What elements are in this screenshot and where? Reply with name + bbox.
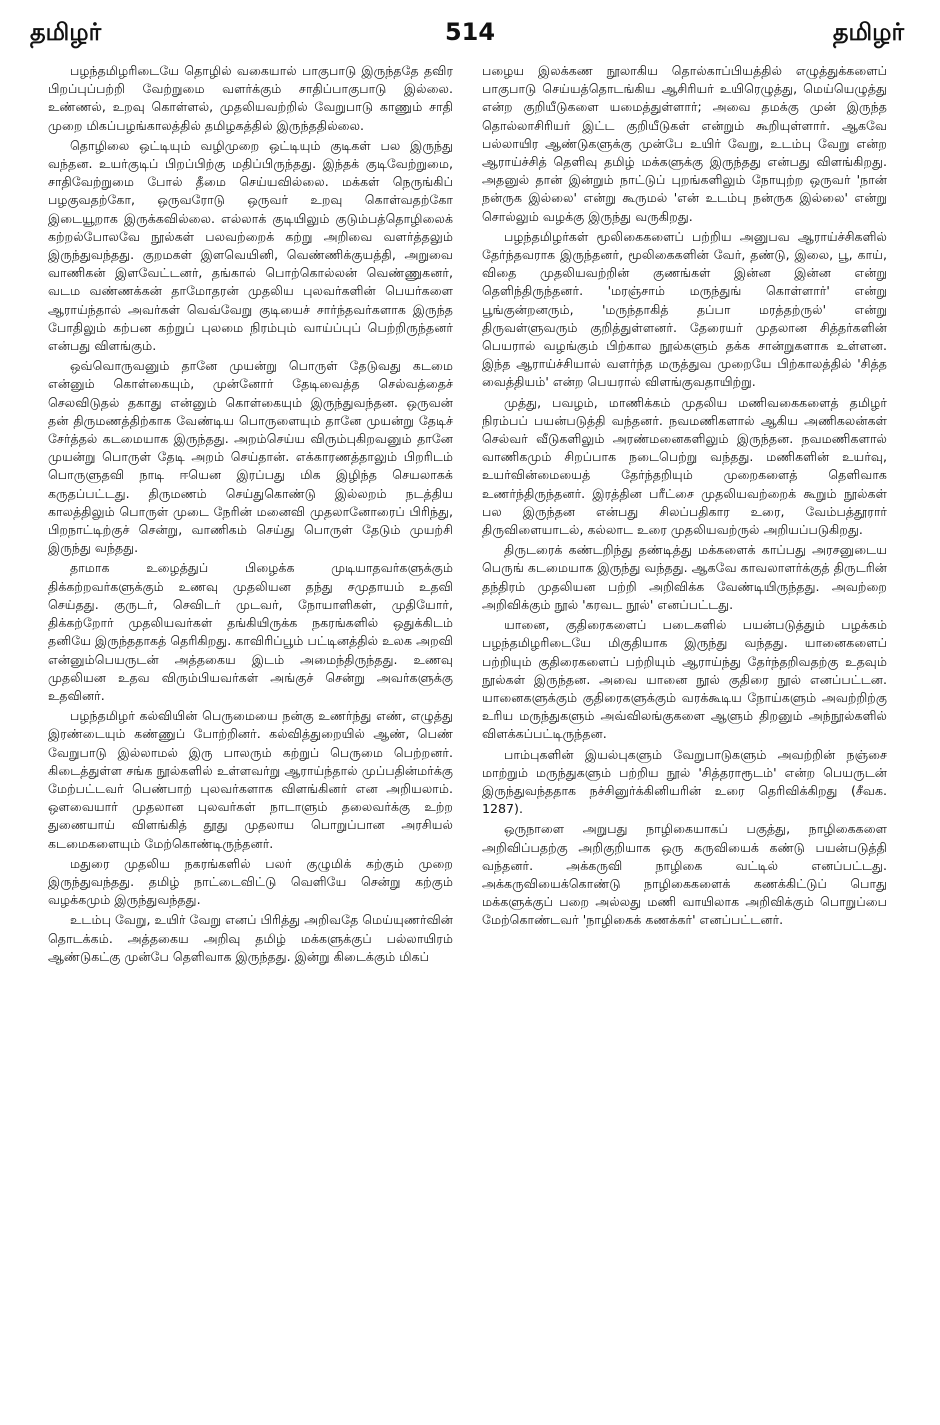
paragraph: மதுரை முதலிய நகரங்களில் பலர் குழுமிக் கற்கும் முறை இருந்துவந்தது. தமிழ் நாட்டைவிட்டு வெளியே சென்று கற்கும் வழக்கமும் இருந்துவந்தது. <box>48 855 453 908</box>
paragraph: பழந்தமிழர்கள் மூலிகைகளைப் பற்றிய அனுபவ ஆராய்ச்சிகளில் தேர்ந்தவராக இருந்தனர், மூலிகைகளின் வேர், தண்டு, இலை, பூ, காய், விதை முதலியவற்றின் குணங்கள் இன்ன இன்ன என்று தெளிந்திருந்தனர். 'மரஞ்சாம் மருந்துங் கொள்ளார்' என்று பூங்குன்றனரும், 'மருந்தாகித் தப்பா மரத்தற்ருல்' என்று திருவள்ளுவரும் குறித்துள்ளனர். தேரையர் முதலான சித்தர்களின் பெயரால் வழங்கும் பிற்கால நூல்களும் தக்க சான்றுகளாக உள்ளன. இந்த ஆராய்ச்சியால் வளர்ந்த மருத்துவ முறையே பிற்காலத்தில் 'சித்த வைத்தியம்' என்ற பெயரால் விளங்குவதாயிற்று. <box>482 228 887 390</box>
paragraph: உடம்பு வேறு, உயிர் வேறு எனப் பிரித்து அறிவதே மெய்யுணர்வின் தொடக்கம். அத்தகைய அறிவு தமிழ் மக்களுக்குப் பல்லாயிரம் ஆண்டுகட்கு முன்பே தெளிவாக இருந்தது. இன்று கிடைக்கும் மிகப் <box>48 912 453 964</box>
paragraph: தொழிலை ஒட்டியும் வழிமுறை ஒட்டியும் குடிகள் பல இருந்து வந்தன. உயர்குடிப் பிறப்பிற்கு மதிப்பிருந்தது. இந்தக் குடிவேற்றுமை, சாதிவேற்றுமை போல் தீமை செய்யவில்லை. மக்கள் நெருங்கிப் பழகுவதற்கோ, ஒருவரோடு ஒருவர் உறவு கொள்வதற்கோ இடையூறாக இருக்கவில்லை. எல்லாக் குடியிலும் குடும்பத்தொழிலைக் கற்றல்போலவே நூல்கள் பலவற்றைக் கற்று அறிவை வளர்த்தலும் இருந்துவந்தது. குறமகள் இளவெயினி, வெண்ணிக்குயத்தி, அறுவை வாணிகன் இளவேட்டனர், தங்கால் பொற்கொல்லன் வெண்ணுகனர், வடம வண்ணக்கன் தாமோதரன் முதலிய புலவர்களின் பெயர்களை ஆராய்ந்தால் அவர்கள் வெவ்வேறு குடியைச் சார்ந்தவர்களாக இருந்த போதிலும் கற்பன கற்றுப் புலமை நிரம்பும் வாய்ப்புப் பெற்றிருந்தனர் என்பது விளங்கும். <box>48 137 453 354</box>
paragraph: பழந்தமிழர் கல்வியின் பெருமையை நன்கு உணர்ந்து எண், எழுத்து இரண்டையும் கண்ணுப் போற்றினர். கல்வித்துறையில் ஆண், பெண் வேறுபாடு இல்லாமல் இரு பாலரும் கற்றுப் பெருமை பெற்றனர். கிடைத்துள்ள சங்க நூல்களில் உள்ளவர்று ஆராய்ந்தால் முப்பதின்மர்க்கு மேற்பட்டவர் பெண்பாற் புலவர்களாக விளங்கினர் என அறியலாம். ஒளவையார் முதலான புலவர்கள் நாடாளும் தலைவர்க்கு உற்ற துணையாய் விளங்கித் தூது முதலாய பொறுப்பான அரசியல் கடமைகளையும் மேற்கொண்டிருந்தனர். <box>48 708 453 851</box>
paragraph: பாம்புகளின் இயல்புகளும் வேறுபாடுகளும் அவற்றின் நஞ்சை மாற்றும் மருந்துகளும் பற்றிய நூல் 'சித்தராரூடம்' என்ற பெயருடன் இருந்துவந்ததாக நச்சினுர்க்கினியரின் உரை தெரிவிக்கிறது (சீவக. 1287). <box>482 746 887 817</box>
right-column <box>482 62 887 1362</box>
paragraph: முத்து, பவழம், மாணிக்கம் முதலிய மணிவகைகளைத் தமிழர் நிரம்பப் பயன்படுத்தி வந்தனர். நவமணிகளால் ஆகிய அணிகலன்கள் செல்வர் வீடுகளிலும் அரண்மனைகளிலும் இருந்தன. நவமணிகளால் வாணிகமும் சிறப்பாக நடைபெற்று வந்தது. மணிகளின் உயர்வு, உயர்வின்மையைத் தேர்ந்தறியும் முறைகளைத் தெளிவாக உணர்ந்திருந்தனர். இரத்தின பரீட்சை முதலியவற்றைக் கூறும் நூல்கள் பல இருந்தன என்பது சிலப்பதிகார உரை, வேம்பத்தூரார் திருவிளையாடல், கல்லாட உரை முதலியவற்ருல் அறியப்படுகிறது. <box>482 394 887 538</box>
paragraph: ஒருநாளை அறுபது நாழிகையாகப் பகுத்து, நாழிகைகளை அறிவிப்பதற்கு அறிகுறியாக ஒரு கருவியைக் கண்டு பயன்படுத்தி வந்தனர். அக்கருவி நாழிகை வட்டில் எனப்பட்டது. அக்கருவியைக்கொண்டு நாழிகைகளைக் கணக்கிட்டுப் பொது மக்களுக்குப் பறை அல்லது மணி வாயிலாக அறிவிக்கும் பொறுப்பை மேற்கொண்டவர் 'நாழிகைக் கணக்கர்' எனப்பட்டனர். <box>482 821 887 928</box>
running-head-left: தமிழர் <box>30 18 102 46</box>
left-column <box>48 62 453 1362</box>
paragraph: பழைய இலக்கண நூலாகிய தொல்காப்பியத்தில் எழுத்துக்களைப் பாகுபாடு செய்யத்தொடங்கிய ஆசிரியர் உயிரெழுத்து, மெய்யெழுத்து என்ற குறியீடுகளை யமைத்துள்ளார்; அவை தமக்கு முன் இருந்த தொல்லாசிரியர் இட்ட குறியீடுகள் என்றும் கூறியுள்ளார். ஆகவே பல்லாயிர ஆண்டுகளுக்கு முன்பே உயிர் வேறு, உடம்பு வேறு என்ற ஆராய்ச்சித் தெளிவு தமிழ் மக்களுக்கு இருந்தது என்பது விளங்கிறது. அதனுல் தான் இன்றும் நாட்டுப் புறங்களிலும் நோயுற்ற ஒருவர் 'நான் நன்ருக இல்லை' என்று கூருமல் 'என் உடம்பு நன்ருக இல்லை' என்று சொல்லும் வழக்கு இருந்து வருகிறது. <box>482 63 887 224</box>
paragraph: ஒவ்வொருவனும் தானே முயன்று பொருள் தேடுவது கடமை என்னும் கொள்கையும், முன்னோர் தேடிவைத்த செல்வத்தைச் செலவிடுதல் தகாது என்னும் கொள்கையும் இருந்துவந்தன. ஒருவன் தன் திருமணத்திற்காக வேண்டிய பொருளையும் தானே முயன்று தேடிச் சேர்த்தல் கடமையாக இருந்தது. அறம்செய்ய விரும்புகிறவனும் தானே முயன்று பொருள் தேடி அறம் செய்தான். எக்காரணத்தாலும் பிறரிடம் பொருளுதவி நாடி ஈயென இரப்பது மிக இழிந்த செயலாகக் கருதப்பட்டது. திருமணம் செய்துகொண்டு இல்லறம் நடத்திய காலத்திலும் பொருள் முடை நேரின் மனைவி முதலானோரைப் பிரிந்து, பிறநாட்டிற்குச் சென்று, வாணிகம் செய்து பொருள் தேடும் முயற்சி இருந்து வந்தது. <box>48 358 453 556</box>
running-head-right: தமிழர் <box>832 18 904 46</box>
paragraph: பழந்தமிழரிடையே தொழில் வகையால் பாகுபாடு இருந்ததே தவிர பிறப்புப்பற்றி வேற்றுமை வளர்க்கும் சாதிப்பாகுபாடு இல்லை. உண்ணல், உறவு கொள்ளல், முதலியவற்றில் வேறுபாடு காணும் சாதி முறை மிகப்பழங்காலத்தில் தமிழகத்தில் இருந்ததில்லை. <box>48 63 453 133</box>
page-header <box>0 18 940 58</box>
paragraph: தாமாக உழைத்துப் பிழைக்க முடியாதவர்களுக்கும் திக்கற்றவர்களுக்கும் உணவு முதலியன தந்து சமுதாயம் உதவி செய்தது. குருடர், செவிடர் முடவர், நோயாளிகள், முதியோர், திக்கற்றோர் முதலியவர்கள் தங்கியிருக்க நகரங்களில் ஒதுக்கிடம் தனியே இருந்ததாகத் தெரிகிறது. காவிரிப்பூம் பட்டினத்தில் உலக அறவி என்னும்பெயருடன் அத்தகைய இடம் அமைந்திருந்தது. உணவு முதலியன உதவ விரும்பியவர்கள் அங்குச் சென்று அவர்களுக்கு உதவினர். <box>48 560 453 703</box>
paragraph: யானை, குதிரைகளைப் படைகளில் பயன்படுத்தும் பழக்கம் பழந்தமிழரிடையே மிகுதியாக இருந்து வந்தது. யானைகளைப் பற்றியும் குதிரைகளைப் பற்றியும் ஆராய்ந்து தேர்ந்தறிவதற்கு உதவும் நூல்கள் இருந்தன. அவை யானை நூல் குதிரை நூல் எனப்பட்டன. யானைகளுக்கும் குதிரைகளுக்கும் வரக்கூடிய நோய்களும் அவற்றிற்கு உரிய மருந்துகளும் அவ்விலங்குகளை ஆளும் திறனும் அந்நூல்களில் விளக்கப்பட்டிருந்தன. <box>482 617 887 742</box>
paragraph: திருடரைக் கண்டறிந்து தண்டித்து மக்களைக் காப்பது அரசனுடைய பெருங் கடமையாக இருந்து வந்தது. ஆகவே காவலாளர்க்குத் திருடரின் தந்திரம் முதலியன பற்றி அறிவிக்க வேண்டியிருந்தது. அவற்றை அறிவிக்கும் நூல் 'கரவட நூல்' எனப்பட்டது. <box>482 542 887 612</box>
page-number: 514 <box>444 18 496 46</box>
